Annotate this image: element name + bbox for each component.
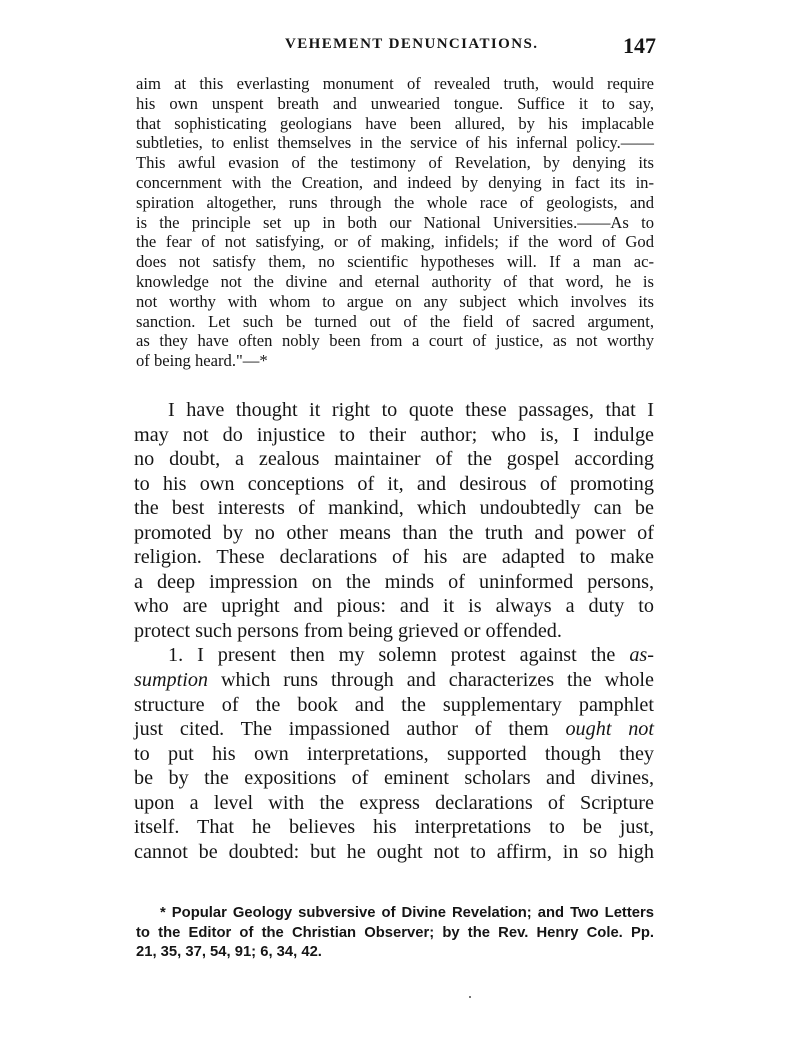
body-text-run: which runs through and characterizes the whole [208, 669, 654, 692]
quote-line: spiration altogether, runs through the whole race of geologists, and [136, 192, 654, 212]
body-line: religion. These declarations of his are adapted to make [134, 546, 654, 569]
quote-line: as they have often nobly been from a court of justice, as not worthy [136, 331, 654, 351]
page-speck [469, 996, 471, 998]
body-line: may not do injustice to their author; who is, I indulge [134, 423, 654, 446]
italic-text-run: as- [629, 644, 654, 667]
footnote-line: * Popular Geology subversive of Divine Revelation; and Two Letters [160, 905, 654, 921]
body-line [134, 643, 654, 668]
quote-line: knowledge not the divine and eternal authority of that word, he is [136, 271, 654, 291]
body-line [134, 717, 654, 742]
body-line: the best interests of mankind, which undoubtedly can be [134, 497, 654, 520]
body-line: structure of the book and the supplementary pamphlet [134, 693, 654, 716]
quote-line: This awful evasion of the testimony of Revelation, by denying its [136, 153, 654, 173]
quote-line: not worthy with whom to argue on any subject which involves its [136, 291, 654, 311]
paragraph-1 [134, 398, 654, 643]
body-line: promoted by no other means than the truth and power of [134, 521, 654, 544]
body-text-run: 1. I present then my solemn protest against the [168, 644, 630, 667]
body-line: to his own conceptions of it, and desirous of promoting [134, 472, 654, 495]
quote-line: that sophisticating geologians have been allured, by his implacable [136, 113, 654, 133]
body-line: cannot be doubted: but he ought not to affirm, in so high [134, 840, 654, 863]
quote-line: the fear of not satisfying, or of making, infidels; if the word of God [136, 232, 654, 252]
quote-line: aim at this everlasting monument of revealed truth, would require [136, 74, 654, 93]
footnote-line: to the Editor of the Christian Observer; by the Rev. Henry Cole. Pp. [136, 924, 654, 941]
quote-line: subtleties, to enlist themselves in the service of his infernal policy.—— [136, 133, 654, 153]
quoted-passage [136, 74, 654, 371]
body-line: protect such persons from being grieved or offended. [134, 619, 562, 642]
italic-text-run: ought not [565, 718, 654, 741]
body-line: upon a level with the express declarations of Scripture [134, 791, 654, 814]
body-text [134, 398, 654, 864]
body-line [134, 668, 654, 693]
running-head [132, 33, 656, 62]
body-line: who are upright and pious: and it is always a duty to [134, 595, 654, 618]
body-line: I have thought it right to quote these passages, that I [168, 399, 654, 421]
quote-line: concernment with the Creation, and indeed by denying in fact its in- [136, 172, 654, 192]
body-line: no doubt, a zealous maintainer of the gospel according [134, 448, 654, 471]
quote-line: his own unspent breath and unwearied tongue. Suffice it to say, [136, 93, 654, 113]
body-line: a deep impression on the minds of uninformed persons, [134, 570, 654, 593]
page-number: 147 [623, 33, 656, 58]
footnote [136, 904, 654, 963]
quote-line: of being heard."—* [136, 351, 268, 371]
italic-text-run: sumption [134, 669, 209, 692]
quote-line: is the principle set up in both our National Universities.——As to [136, 212, 654, 232]
body-line: be by the expositions of eminent scholars and divines, [134, 767, 654, 790]
footnote-line: 21, 35, 37, 54, 91; 6, 34, 42. [136, 944, 322, 960]
paragraph-2 [134, 643, 654, 864]
quote-line: sanction. Let such be turned out of the field of sacred argument, [136, 311, 654, 331]
body-line: itself. That he believes his interpretations to be just, [134, 816, 654, 839]
body-text-run: just cited. The impassioned author of them [134, 718, 566, 741]
running-title: VEHEMENT DENUNCIATIONS. [285, 36, 539, 52]
quote-line: does not satisfy them, no scientific hypotheses will. If a man ac- [136, 252, 654, 272]
body-line: to put his own interpretations, supported though they [134, 742, 654, 765]
